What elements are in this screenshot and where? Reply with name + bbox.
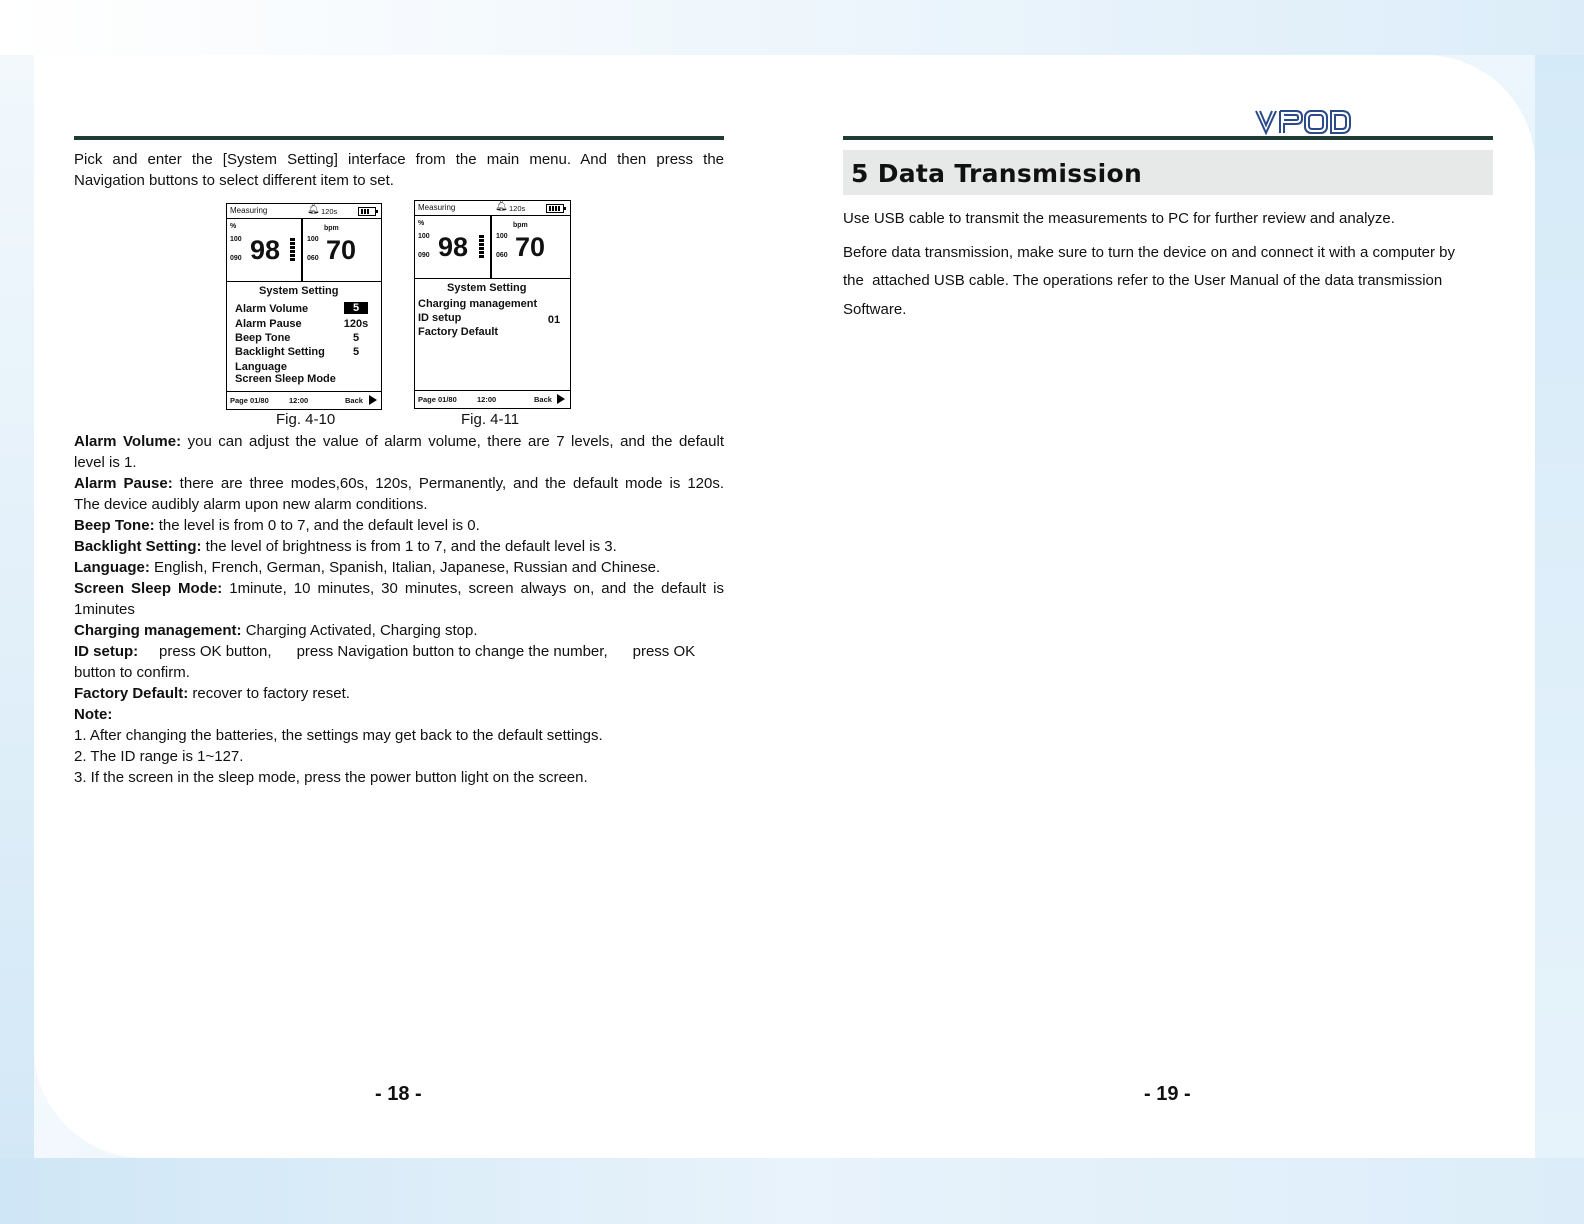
pr-high-limit: 100 xyxy=(307,236,319,243)
spo2-high-limit: 100 xyxy=(230,236,242,243)
desc-screen-sleep-cont: 1minutes xyxy=(74,601,135,618)
back-label: Back xyxy=(345,396,363,405)
desc-alarm-pause xyxy=(74,473,724,494)
desc-term: Alarm Pause: xyxy=(74,475,173,492)
background-left xyxy=(0,55,34,1158)
pr-unit: bpm xyxy=(324,225,339,232)
alarm-bell-icon: 🔔︎ xyxy=(495,201,508,212)
desc-charging xyxy=(74,620,478,641)
desc-term: Charging management: xyxy=(74,622,242,639)
desc-term: Screen Sleep Mode: xyxy=(74,580,223,597)
desc-term: Backlight Setting: xyxy=(74,538,202,555)
para-before-transmission-3: Software. xyxy=(843,301,907,318)
note-1: 1. After changing the batteries, the settings may get back to the default settings. xyxy=(74,727,603,744)
menu-item-value: 120s xyxy=(343,318,369,330)
background-top xyxy=(0,0,1584,55)
clock: 12:00 xyxy=(289,396,309,405)
battery-icon xyxy=(546,204,564,213)
desc-alarm-pause-cont: The device audibly alarm upon new alarm conditions. xyxy=(74,496,428,513)
status-text: Measuring xyxy=(230,206,268,215)
figure-caption-4-10: Fig. 4-10 xyxy=(276,411,336,428)
menu-item: Alarm Pause xyxy=(235,318,302,330)
vital-readings xyxy=(415,216,570,279)
menu-item: Screen Sleep Mode xyxy=(235,373,336,385)
menu-item: ID setup xyxy=(418,312,462,324)
page-indicator: Page 01/80 xyxy=(418,395,457,404)
desc-text: 1minute, 10 minutes, 30 minutes, screen always on, and the default is xyxy=(222,580,724,597)
menu-item-value: 5 xyxy=(352,332,360,344)
spo2-unit: % xyxy=(230,223,237,230)
menu-item-value-selected: 5 xyxy=(344,302,368,314)
vpod-logo xyxy=(1254,108,1352,136)
alarm-timer: 120s xyxy=(321,207,338,216)
desc-factory-default xyxy=(74,683,350,704)
desc-screen-sleep xyxy=(74,578,724,599)
alarm-timer: 120s xyxy=(509,204,526,213)
menu-item: Alarm Volume xyxy=(235,303,309,315)
menu-title: System Setting xyxy=(447,282,527,294)
desc-text: Charging Activated, Charging stop. xyxy=(241,622,478,639)
clock: 12:00 xyxy=(477,395,497,404)
device-status-bar xyxy=(415,201,570,216)
device-footer xyxy=(227,391,381,409)
device-footer xyxy=(415,390,570,408)
para-usb-intro: Use USB cable to transmit the measurements to PC for further review and analyze. xyxy=(843,210,1395,227)
desc-beep-tone xyxy=(74,515,480,536)
page-number-right: - 19 - xyxy=(1144,1083,1191,1105)
desc-term: Alarm Volume: xyxy=(74,433,182,450)
spo2-value: 98 xyxy=(250,235,281,265)
desc-language xyxy=(74,557,660,578)
pr-value: 70 xyxy=(515,232,546,262)
section-header xyxy=(843,150,1493,195)
desc-alarm-volume xyxy=(74,431,724,452)
back-arrow-icon xyxy=(369,395,377,405)
status-text: Measuring xyxy=(418,203,456,212)
spo2-low-limit: 090 xyxy=(418,252,430,259)
desc-backlight xyxy=(74,536,617,557)
menu-item: Language xyxy=(235,361,287,373)
logo-text: VPOD xyxy=(1303,128,1306,129)
pr-low-limit: 060 xyxy=(307,255,319,262)
desc-text: the level is from 0 to 7, and the default level is 0. xyxy=(154,517,480,534)
note-title: Note: xyxy=(74,706,113,723)
spo2-unit: % xyxy=(418,220,425,227)
left-header-rule xyxy=(74,136,724,140)
pr-low-limit: 060 xyxy=(496,252,508,259)
pr-high-limit: 100 xyxy=(496,233,508,240)
menu-item: Factory Default xyxy=(418,326,499,338)
device-screen-fig-4-11 xyxy=(414,200,571,409)
desc-text: press OK button, press Navigation button to change the number, press OK xyxy=(138,643,696,660)
pr-value: 70 xyxy=(326,235,357,265)
desc-term: Language: xyxy=(74,559,150,576)
back-label: Back xyxy=(534,395,552,404)
page-number-left: - 18 - xyxy=(375,1083,422,1105)
spo2-value: 98 xyxy=(438,232,469,262)
spo2-low-limit: 090 xyxy=(230,255,242,262)
pr-unit: bpm xyxy=(513,222,528,229)
note-3: 3. If the screen in the sleep mode, press the power button light on the screen. xyxy=(74,769,588,786)
desc-text: recover to factory reset. xyxy=(188,685,350,702)
menu-item: Charging management xyxy=(418,298,538,310)
battery-icon xyxy=(358,207,376,216)
intro-line-2: Navigation buttons to select different item to set. xyxy=(74,172,394,189)
back-arrow-icon xyxy=(557,394,565,404)
desc-text: you can adjust the value of alarm volume, there are 7 levels, and the default xyxy=(181,433,724,450)
desc-term: Beep Tone: xyxy=(74,517,155,534)
device-status-bar xyxy=(227,204,381,219)
readings-divider xyxy=(301,219,303,281)
desc-id-setup xyxy=(74,641,724,662)
device-screen-fig-4-10 xyxy=(226,203,382,410)
figure-caption-4-11: Fig. 4-11 xyxy=(461,411,520,428)
desc-term: Factory Default: xyxy=(74,685,189,702)
page-indicator: Page 01/80 xyxy=(230,396,269,405)
background-bottom xyxy=(0,1158,1584,1224)
desc-text: there are three modes,60s, 120s, Permanently, and the default mode is 120s. xyxy=(172,475,725,492)
menu-item-value: 01 xyxy=(547,314,561,326)
right-header-rule xyxy=(843,136,1493,140)
background-right xyxy=(1535,55,1584,1158)
vital-readings xyxy=(227,219,381,282)
note-2: 2. The ID range is 1~127. xyxy=(74,748,244,765)
pulse-bar-icon xyxy=(290,238,295,262)
alarm-bell-icon: 🔔︎ xyxy=(307,204,320,215)
pulse-bar-icon xyxy=(479,235,484,259)
desc-text: the level of brightness is from 1 to 7, and the default level is 3. xyxy=(201,538,617,555)
intro-line-1: Pick and enter the [System Setting] interface from the main menu. And then press the xyxy=(74,151,724,168)
para-before-transmission-1: Before data transmission, make sure to turn the device on and connect it with a computer by xyxy=(843,244,1455,261)
para-before-transmission-2: the attached USB cable. The operations refer to the User Manual of the data transmission xyxy=(843,272,1443,289)
menu-item: Beep Tone xyxy=(235,332,291,344)
desc-text: English, French, German, Spanish, Italian, Japanese, Russian and Chinese. xyxy=(149,559,661,576)
menu-item: Backlight Setting xyxy=(235,346,325,358)
spo2-high-limit: 100 xyxy=(418,233,430,240)
desc-term: ID setup: xyxy=(74,643,139,660)
readings-divider xyxy=(490,216,492,278)
desc-alarm-volume-cont: level is 1. xyxy=(74,454,137,471)
section-title: 5 Data Transmission xyxy=(851,159,1143,188)
menu-title: System Setting xyxy=(259,285,339,297)
menu-item-value: 5 xyxy=(352,346,360,358)
desc-id-setup-cont: button to confirm. xyxy=(74,664,190,681)
